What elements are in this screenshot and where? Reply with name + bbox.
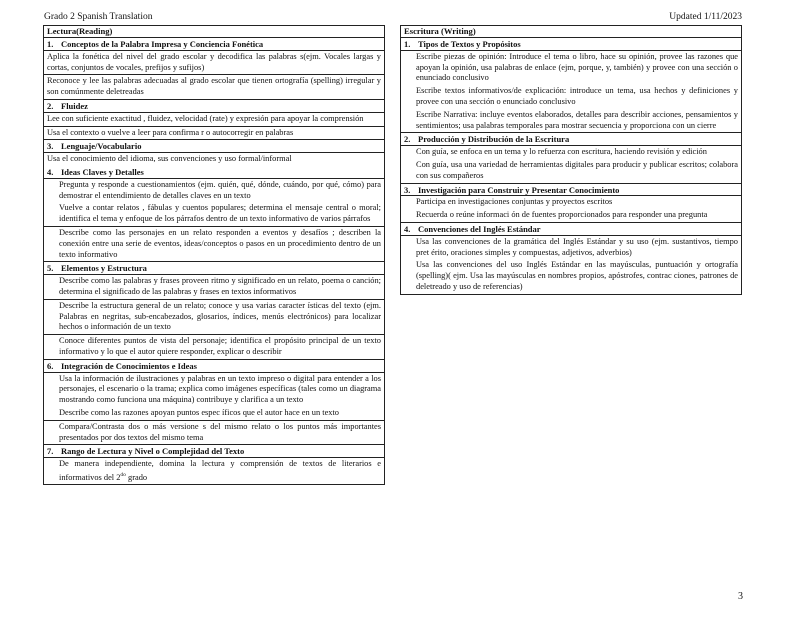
section-title: Conceptos de la Palabra Impresa y Conciencia Fonética	[61, 39, 264, 49]
standard-item	[44, 421, 384, 446]
standard-item	[44, 458, 384, 484]
standard-item	[44, 179, 384, 203]
standard-item	[401, 109, 741, 134]
section-number: 5.	[47, 263, 54, 274]
standard-text: De manera independiente, domina la lectura y comprensión de textos de literarios e informativos del 2	[59, 459, 381, 482]
section-number: 1.	[404, 39, 411, 49]
page-number: 3	[738, 591, 743, 602]
standard-item	[44, 373, 384, 407]
standard-item	[44, 202, 384, 227]
standard-item	[44, 127, 384, 141]
section-number: 3.	[404, 184, 411, 195]
standard-item	[401, 196, 741, 209]
section-title: Rango de Lectura y Nivel o Complejidad del Texto	[61, 446, 245, 457]
standard-text: Describe como las palabras y frases proveen ritmo y significado en un relato, poema o canción; determina el significado de las palabras y frases en textos informativos	[59, 276, 381, 296]
section-title: Integración de Conocimientos e Ideas	[61, 360, 197, 371]
standard-item	[401, 146, 741, 159]
document-title: Grado 2 Spanish Translation	[44, 12, 153, 22]
ordinal-suffix: do	[120, 471, 126, 478]
standard-item	[44, 51, 384, 76]
standard-text-tail: grado	[125, 472, 148, 482]
standard-text: Usa las convenciones de la gramática del Inglés Estándar y su uso (ejm. sustantivos, tiempo pret érito, oraciones simples y compuestas, adjetivos, adverbios)	[416, 236, 738, 257]
standard-text: Pregunta y responde a cuestionamientos (ejm. quién, qué, dónde, cuándo, por qué, cómo) para demostrar el entendimiento de detalles claves en un texto	[59, 179, 381, 200]
section-heading	[401, 133, 741, 146]
section-heading	[44, 445, 384, 458]
section-heading	[44, 38, 384, 51]
section-title: Tipos de Textos y Propósitos	[418, 39, 521, 49]
reading-column	[43, 25, 385, 485]
standard-item	[44, 227, 384, 262]
section-title: Ideas Claves y Detalles	[61, 166, 144, 177]
standard-text: Escribe textos informativos/de explicación: introduce un tema, usa hechos y definiciones y provee con una sección o enunciado conclusivo	[416, 86, 738, 106]
standard-text: Describe como las personajes en un relato responden a eventos y desafíos ; describen la conexión entre una serie de eventos, ideas/conceptos o pasos en un procedimiento dentro de un texto informativo	[59, 227, 381, 259]
standard-item	[401, 51, 741, 85]
section-heading	[401, 184, 741, 197]
section-heading	[401, 223, 741, 236]
standard-text: Conoce diferentes puntos de vista del personaje; identifica el propósito principal de un texto informativo y lo que el autor quiere responder, explicar o describir	[59, 336, 381, 356]
standard-text: Con guía, usa una variedad de herramientas digitales para producir y publicar escritos; colabora con sus compañeros	[416, 159, 738, 180]
standard-text: Reconoce y lee las palabras adecuadas al grado escolar que tienen ortografía (spelling) irregular y son comúnmente deletreadas	[47, 76, 381, 97]
standard-text: Usa la información de ilustraciones y palabras en un texto impreso o digital para entender a los personajes, el escenario o la trama; explica como imágenes específicas (tales como un diagrama mostrando como funciona una máquina) contribuye y clarifica a un texto	[59, 373, 381, 405]
standard-item	[44, 113, 384, 127]
standard-item	[401, 85, 741, 109]
standard-text: Describe la estructura general de un relato; conoce y usa varias caracter ísticas del texto (ejm. Palabras en negritas, sub-encabezados, glosarios, índices, menús electrónicos) para localizar hechos o información de un texto	[59, 300, 381, 332]
writing-table	[400, 38, 742, 295]
section-title: Elementos y Estructura	[61, 263, 147, 274]
section-heading	[44, 360, 384, 373]
standard-item	[44, 407, 384, 421]
standard-text: Usa las convenciones del uso Inglés Estándar en las mayúsculas, puntuación y ortografía (spelling)( ejm. Usa las mayúsculas en nombres propios, apóstrofes, contrac ciones, patrones de deletreado y uso de referencias)	[416, 260, 738, 291]
section-title: Convenciones del Inglés Estándar	[418, 223, 541, 234]
standard-text: Lee con suficiente exactitud , fluidez, velocidad (rate) y expresión para apoyar la comprensión	[47, 113, 364, 123]
standard-text: Escribe piezas de opinión: Introduce el tema o libro, hace su opinión, provee las razones que apoyan la opinión, usa palabras de enlace (ejm, porque, y, también) y provee con una sección o enunciado conclusivo	[416, 51, 738, 83]
standard-item	[44, 300, 384, 335]
standard-text: Describe como las razones apoyan puntos espec íficos que el autor hace en un texto	[59, 407, 339, 417]
section-title: Investigación para Construir y Presentar Conocimiento	[418, 184, 620, 195]
standard-item	[401, 159, 741, 184]
section-number: 4.	[404, 223, 411, 234]
writing-heading: Escritura (Writing)	[400, 25, 742, 38]
standard-text: Compara/Contrasta dos o más versione s del mismo relato o los puntos más importantes presentados por dos textos del mismo tema	[59, 421, 381, 442]
section-heading	[44, 100, 384, 113]
standard-text: Aplica la fonética del nivel del grado escolar y decodifica las palabras s(ejm. Vocales largas y cortas, conjuntos de vocales, prefijos y sufijos)	[47, 51, 381, 72]
section-number: 7.	[47, 446, 54, 457]
standard-text: Usa el conocimiento del idioma, sus convenciones y uso formal/informal	[47, 154, 292, 164]
standard-text: Usa el contexto o vuelve a leer para confirma r o autocorregir en palabras	[47, 127, 294, 137]
section-number: 2.	[404, 134, 411, 145]
updated-date: Updated 1/11/2023	[669, 12, 742, 22]
section-title: Lenguaje/Vocabulario	[61, 141, 142, 152]
standard-item	[401, 209, 741, 223]
section-heading	[44, 262, 384, 275]
section-number: 6.	[47, 360, 54, 371]
standard-text: Participa en investigaciones conjuntas y proyectos escritos	[416, 197, 613, 207]
reading-heading: Lectura(Reading)	[43, 25, 385, 38]
standard-text: Recuerda o reúne informaci ón de fuentes proporcionados para responder una pregunta	[416, 210, 708, 220]
section-number: 1.	[47, 39, 54, 49]
standard-text: Vuelve a contar relatos , fábulas y cuentos populares; determina el mensaje central o moral; identifica el tema y enfoque de los párrafos dentro de un texto informativo de varios párrafos	[59, 203, 381, 224]
reading-table	[43, 38, 385, 485]
section-title: Producción y Distribución de la Escritura	[418, 134, 570, 145]
standard-text: Con guía, se enfoca en un tema y lo refuerza con escritura, haciendo revisión y edición	[416, 147, 707, 157]
standard-item	[44, 75, 384, 100]
standard-item	[401, 236, 741, 260]
standard-item	[44, 335, 384, 360]
section-heading	[401, 38, 741, 51]
section-heading	[44, 140, 384, 153]
section-number: 4.	[47, 166, 54, 177]
standard-item	[401, 259, 741, 293]
writing-column	[400, 25, 742, 295]
standard-item	[44, 153, 384, 166]
section-number: 3.	[47, 141, 54, 152]
section-number: 2.	[47, 100, 54, 111]
standard-text: Escribe Narrativa: incluye eventos elaborados, detalles para describir acciones, pensamientos y sentimientos; usa palabras temporales para mostrar secuencia y proporciona con un cierre	[416, 109, 738, 130]
section-title: Fluidez	[61, 100, 88, 111]
section-heading	[44, 166, 384, 179]
standard-item	[44, 275, 384, 300]
